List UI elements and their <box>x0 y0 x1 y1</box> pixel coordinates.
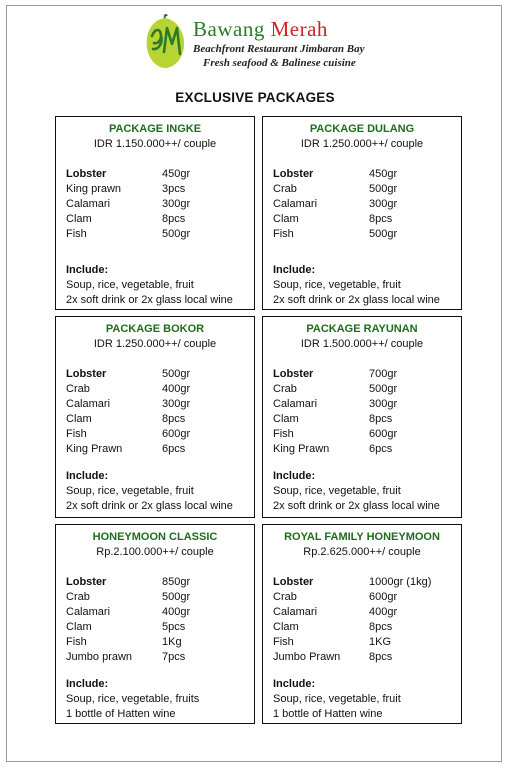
item-name: Clam <box>273 621 299 633</box>
item-quantity: 500gr <box>369 183 398 195</box>
item-quantity: 6pcs <box>162 443 186 455</box>
package-item-row <box>273 212 455 227</box>
item-quantity: 300gr <box>162 398 191 410</box>
package-item-row <box>273 590 455 605</box>
item-name: King prawn <box>66 183 122 195</box>
item-quantity: 7pcs <box>162 651 186 663</box>
item-name: Calamari <box>273 606 318 618</box>
item-quantity: 8pcs <box>162 213 186 225</box>
item-quantity: 5pcs <box>162 621 186 633</box>
item-quantity: 8pcs <box>162 413 186 425</box>
item-name: Clam <box>66 621 92 633</box>
item-name: King Prawn <box>273 443 330 455</box>
include-line: Soup, rice, vegetable, fruit <box>273 279 401 291</box>
item-quantity: 500gr <box>369 228 398 240</box>
package-price: IDR 1.150.000++/ couple <box>93 138 217 150</box>
item-quantity: 450gr <box>369 168 398 180</box>
item-name: Fish <box>273 636 294 648</box>
item-name: Crab <box>66 383 90 395</box>
include-label: Include: <box>66 678 109 690</box>
brand-name-part1: Bawang <box>193 17 265 41</box>
include-line: Soup, rice, vegetable, fruit <box>273 693 401 705</box>
package-price: IDR 1.250.000++/ couple <box>93 338 217 350</box>
package-item-row <box>66 412 248 427</box>
item-name: Fish <box>66 636 87 648</box>
item-name: Fish <box>66 428 87 440</box>
package-item-list <box>66 367 248 457</box>
item-quantity: 850gr <box>162 576 191 588</box>
item-quantity: 300gr <box>369 398 398 410</box>
brand-header <box>143 14 373 70</box>
package-price: IDR 1.500.000++/ couple <box>300 338 424 350</box>
package-item-row <box>273 427 455 442</box>
package-item-row <box>273 412 455 427</box>
include-label: Include: <box>273 678 316 690</box>
package-item-row <box>273 635 455 650</box>
package-item-row <box>66 590 248 605</box>
item-name: Lobster <box>273 168 314 180</box>
item-name: Crab <box>273 383 297 395</box>
brand-tagline-cuisine: Fresh seafood & Balinese cuisine <box>203 57 356 69</box>
item-quantity: 600gr <box>369 428 398 440</box>
item-name: Fish <box>273 228 294 240</box>
item-quantity: 8pcs <box>369 621 393 633</box>
item-name: Clam <box>66 213 92 225</box>
package-card <box>55 316 255 518</box>
package-item-row <box>66 197 248 212</box>
item-name: Clam <box>273 413 299 425</box>
package-item-row <box>66 575 248 590</box>
item-quantity: 1KG <box>369 636 392 648</box>
item-name: Crab <box>66 591 90 603</box>
package-title: ROYAL FAMILY HONEYMOON <box>284 531 440 543</box>
item-quantity: 3pcs <box>162 183 186 195</box>
item-name: Calamari <box>66 398 111 410</box>
bawang-merah-logo-icon <box>143 14 187 70</box>
include-line: 2x soft drink or 2x glass local wine <box>66 294 233 306</box>
item-name: Clam <box>66 413 92 425</box>
package-item-list <box>66 575 248 665</box>
item-name: Jumbo prawn <box>66 651 133 663</box>
page-title: EXCLUSIVE PACKAGES <box>175 90 335 105</box>
item-name: Lobster <box>66 368 107 380</box>
package-item-row <box>66 397 248 412</box>
item-name: Calamari <box>273 398 318 410</box>
package-item-row <box>273 442 455 457</box>
include-label: Include: <box>66 264 109 276</box>
item-quantity: 500gr <box>162 368 191 380</box>
package-item-row <box>273 227 455 242</box>
package-item-row <box>66 167 248 182</box>
package-item-row <box>273 620 455 635</box>
package-item-row <box>273 382 455 397</box>
item-name: Fish <box>273 428 294 440</box>
package-item-row <box>66 382 248 397</box>
include-line: 1 bottle of Hatten wine <box>66 708 176 720</box>
package-card <box>55 116 255 310</box>
package-title: PACKAGE RAYUNAN <box>306 323 418 335</box>
item-name: Lobster <box>66 576 107 588</box>
include-label: Include: <box>273 470 316 482</box>
package-item-row <box>273 397 455 412</box>
item-quantity: 1000gr (1kg) <box>369 576 432 588</box>
package-title: PACKAGE DULANG <box>309 123 415 135</box>
item-name: Lobster <box>273 368 314 380</box>
include-line: Soup, rice, vegetable, fruits <box>66 693 200 705</box>
item-name: Fish <box>66 228 87 240</box>
package-item-row <box>66 367 248 382</box>
package-includes <box>66 263 250 308</box>
package-item-list <box>66 167 248 242</box>
include-line: 2x soft drink or 2x glass local wine <box>273 294 440 306</box>
item-quantity: 8pcs <box>369 213 393 225</box>
package-card <box>262 116 462 310</box>
package-item-row <box>66 227 248 242</box>
brand-name <box>193 17 328 42</box>
package-item-row <box>66 650 248 665</box>
item-quantity: 6pcs <box>369 443 393 455</box>
package-item-row <box>273 182 455 197</box>
item-quantity: 450gr <box>162 168 191 180</box>
item-quantity: 8pcs <box>369 651 393 663</box>
package-includes <box>66 677 250 722</box>
package-includes <box>273 263 457 308</box>
include-line: Soup, rice, vegetable, fruit <box>66 279 194 291</box>
package-title: PACKAGE BOKOR <box>105 323 205 335</box>
package-includes <box>273 677 457 722</box>
item-name: Calamari <box>66 198 111 210</box>
item-name: Calamari <box>66 606 111 618</box>
package-card <box>55 524 255 724</box>
item-quantity: 600gr <box>162 428 191 440</box>
package-item-row <box>66 442 248 457</box>
include-line: 2x soft drink or 2x glass local wine <box>273 500 440 512</box>
include-line: Soup, rice, vegetable, fruit <box>273 485 401 497</box>
item-quantity: 8pcs <box>369 413 393 425</box>
item-quantity: 300gr <box>369 198 398 210</box>
package-item-list <box>273 367 455 457</box>
item-quantity: 700gr <box>369 368 398 380</box>
package-item-row <box>66 427 248 442</box>
item-name: Calamari <box>273 198 318 210</box>
item-name: Lobster <box>66 168 107 180</box>
package-item-row <box>273 197 455 212</box>
brand-name-part2: Merah <box>270 17 328 41</box>
brand-tagline-location: Beachfront Restaurant Jimbaran Bay <box>193 43 365 55</box>
item-name: Crab <box>273 183 297 195</box>
package-price: Rp.2.100.000++/ couple <box>96 546 214 558</box>
package-title: PACKAGE INGKE <box>108 123 202 135</box>
package-item-row <box>273 650 455 665</box>
package-item-list <box>273 167 455 242</box>
item-name: Lobster <box>273 576 314 588</box>
package-price: Rp.2.625.000++/ couple <box>303 546 421 558</box>
package-title: HONEYMOON CLASSIC <box>92 531 218 543</box>
item-quantity: 1Kg <box>162 636 182 648</box>
package-item-row <box>66 182 248 197</box>
item-quantity: 600gr <box>369 591 398 603</box>
item-quantity: 500gr <box>162 228 191 240</box>
item-name: King Prawn <box>66 443 123 455</box>
item-quantity: 500gr <box>162 591 191 603</box>
package-item-row <box>66 620 248 635</box>
include-line: Soup, rice, vegetable, fruit <box>66 485 194 497</box>
item-name: Crab <box>273 591 297 603</box>
package-includes <box>273 469 457 514</box>
package-item-row <box>66 605 248 620</box>
package-item-row <box>66 212 248 227</box>
include-line: 2x soft drink or 2x glass local wine <box>66 500 233 512</box>
item-quantity: 300gr <box>162 198 191 210</box>
package-item-list <box>273 575 455 665</box>
include-label: Include: <box>273 264 316 276</box>
package-item-row <box>273 575 455 590</box>
package-price: IDR 1.250.000++/ couple <box>300 138 424 150</box>
item-quantity: 400gr <box>162 383 191 395</box>
package-includes <box>66 469 250 514</box>
package-item-row <box>273 605 455 620</box>
package-item-row <box>273 167 455 182</box>
item-quantity: 400gr <box>369 606 398 618</box>
item-quantity: 400gr <box>162 606 191 618</box>
include-line: 1 bottle of Hatten wine <box>273 708 383 720</box>
package-item-row <box>273 367 455 382</box>
package-item-row <box>66 635 248 650</box>
package-card <box>262 316 462 518</box>
item-quantity: 500gr <box>369 383 398 395</box>
item-name: Jumbo Prawn <box>273 651 341 663</box>
include-label: Include: <box>66 470 109 482</box>
package-card <box>262 524 462 724</box>
item-name: Clam <box>273 213 299 225</box>
